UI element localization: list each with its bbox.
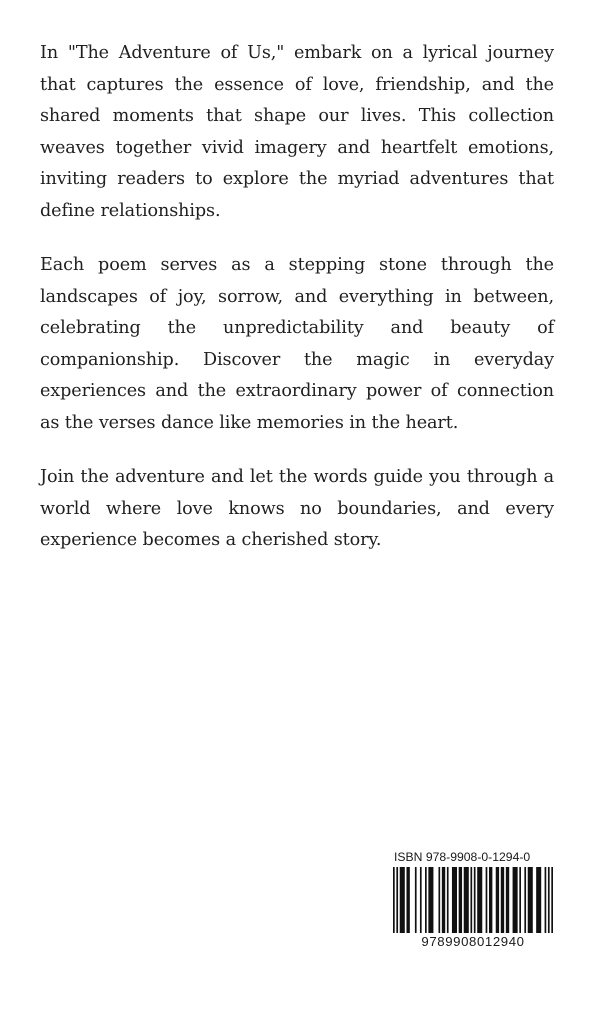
barcode-bar	[393, 867, 395, 933]
barcode-bar	[477, 867, 482, 933]
barcode-bar	[489, 867, 492, 933]
barcode-bar	[496, 867, 499, 933]
blurb-paragraph-3: Join the adventure and let the words guide you through a world where love knows no boundaries, and every experience becomes a cherished story.	[40, 467, 554, 550]
barcode-bar	[415, 867, 417, 933]
barcode-bar	[551, 867, 553, 933]
blurb-text	[40, 38, 554, 580]
barcode-bar	[524, 867, 526, 933]
barcode-bar	[459, 867, 462, 933]
barcode-bar	[486, 867, 488, 933]
blurb-paragraph-1: In "The Adventure of Us," embark on a lyrical journey that captures the essence of love, friendship, and the shared moments that shape our lives. This collection weaves together vivid imagery and heartfelt emotions, inviting readers to explore the myriad adventures that define relationships.	[40, 43, 554, 221]
barcode-bar	[513, 867, 518, 933]
barcode-bar	[519, 867, 521, 933]
barcode-bar	[400, 867, 405, 933]
barcode-bar	[545, 867, 547, 933]
barcode-bar	[452, 867, 457, 933]
barcode-bar	[464, 867, 469, 933]
barcode-bar	[474, 867, 476, 933]
isbn-label: ISBN 978-9908-0-1294-0	[394, 850, 531, 864]
isbn-barcode	[391, 848, 555, 962]
barcode-bar	[548, 867, 550, 933]
barcode-bar	[442, 867, 445, 933]
barcode-bars	[393, 867, 553, 933]
barcode-digits: 9789908012940	[421, 934, 525, 949]
blurb-paragraph-2: Each poem serves as a stepping stone through the landscapes of joy, sorrow, and everything in between, celebrating the unpredictability and beauty of companionship. Discover the magic in everyday experiences and the extraordinary power of connection as the verses dance like memories in the heart.	[40, 255, 554, 433]
barcode-bar	[447, 867, 449, 933]
barcode-bar	[501, 867, 504, 933]
barcode-bar	[528, 867, 533, 933]
barcode-bar	[536, 867, 541, 933]
barcode-bar	[420, 867, 422, 933]
barcode-bar	[396, 867, 398, 933]
barcode-bar	[506, 867, 509, 933]
barcode-bar	[470, 867, 472, 933]
barcode-bar	[425, 867, 427, 933]
barcode-bar	[428, 867, 433, 933]
barcode-bar	[438, 867, 440, 933]
barcode-bar	[406, 867, 409, 933]
